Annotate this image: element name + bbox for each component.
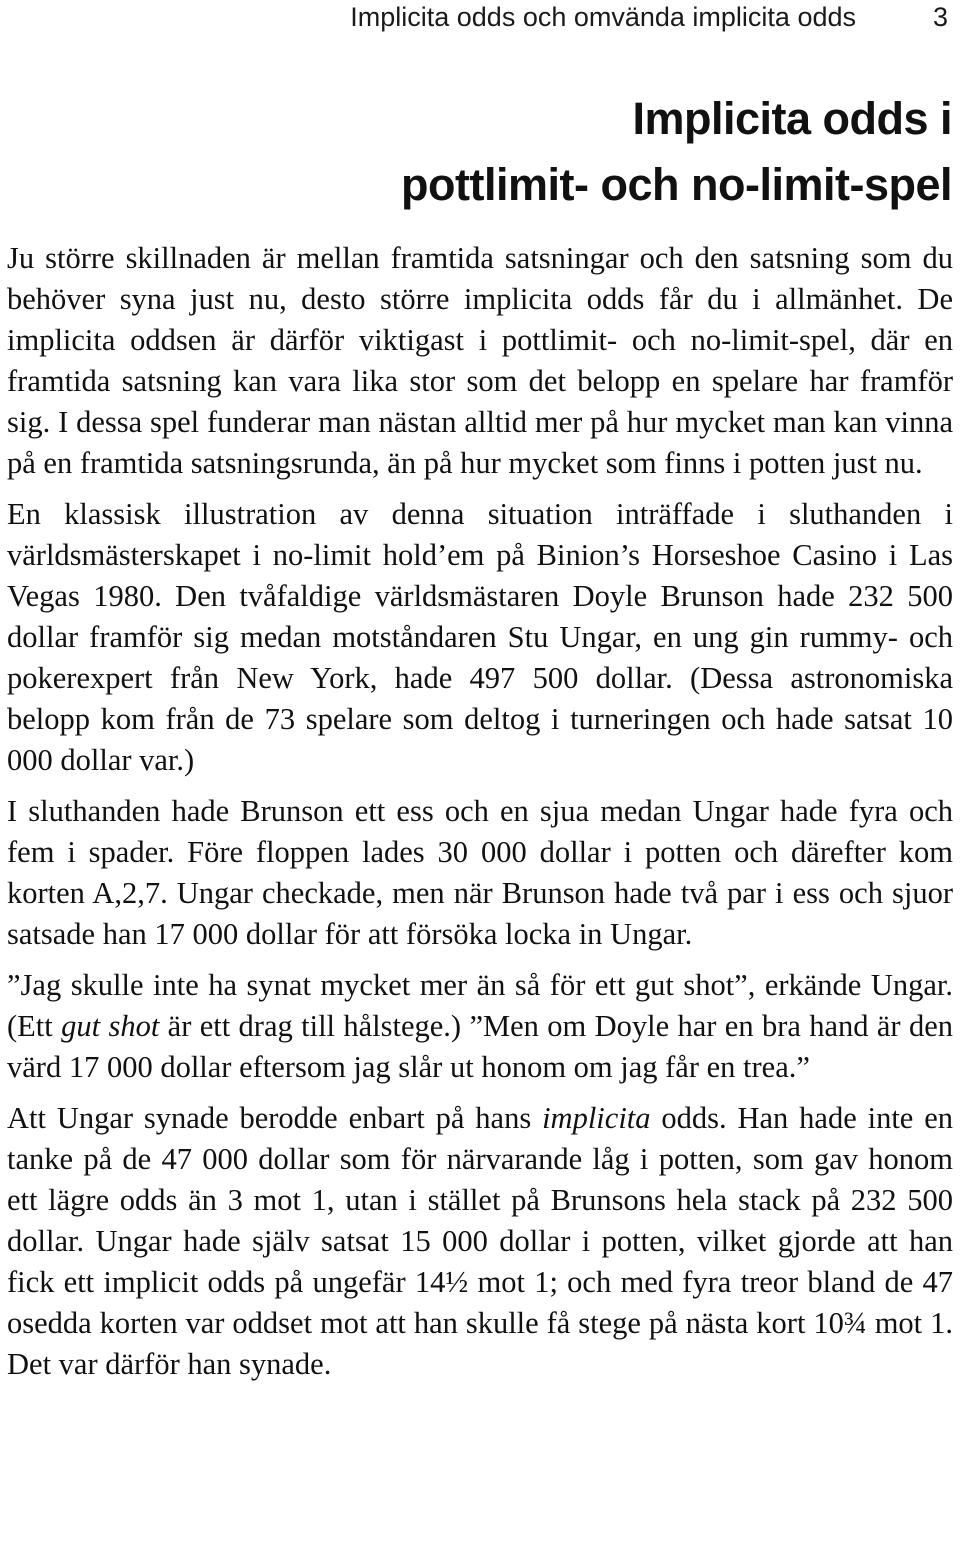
paragraph-5-part-2: odds. Han hade inte en tanke på de 47 000 dollar som för närvarande låg i potten, som gav honom ett lägre odds än 3 mot 1, utan i stället på Brunsons hela stack på 232 500 dollar. Ungar hade själv satsat 15 000 dollar i potten, vilket gjorde att han fick ett implicit odds på ungefär 14½ mot 1; och med fyra treor bland de 47 osedda korten var oddset mot att han skulle få stege på nästa kort 10¾ mot 1. Det var därför han synade. bbox=[7, 1101, 953, 1381]
paragraph-4-emphasis: gut shot bbox=[61, 1009, 160, 1043]
paragraph-5-part-1: Att Ungar synade berodde enbart på hans bbox=[7, 1101, 543, 1135]
page-number: 3 bbox=[932, 2, 948, 32]
paragraph-4-part-1: ”Jag skulle inte ha synat mycket mer än så för ett gut shot”, erkände Ungar. (Ett bbox=[7, 968, 953, 1043]
paragraph-1: Ju större skillnaden är mellan framtida satsningar och den satsning som du behöver syna just nu, desto större implicita odds får du i allmänhet. De implicita oddsen är därför viktigast i pottlimit- och no-limit-spel, där en framtida satsning kan vara lika stor som det belopp en spelare har framför sig. I dessa spel funderar man nästan alltid mer på hur mycket man kan vinna på en framtida satsningsrunda, än på hur mycket som finns i potten just nu. bbox=[7, 241, 953, 480]
paragraph-5 bbox=[7, 1098, 953, 1385]
chapter-title bbox=[52, 86, 952, 218]
running-title: Implicita odds och omvända implicita odds bbox=[350, 2, 856, 32]
running-header bbox=[0, 2, 948, 42]
chapter-title-line-2: pottlimit- och no-limit-spel bbox=[401, 159, 952, 210]
chapter-title-line-1: Implicita odds i bbox=[632, 93, 952, 144]
paragraph-4-part-2: är ett drag till hålstege.) ”Men om Doyle har en bra hand är den värd 17 000 dollar eftersom jag slår ut honom om jag får en trea.” bbox=[7, 1009, 953, 1084]
paragraph-3: I sluthanden hade Brunson ett ess och en sjua medan Ungar hade fyra och fem i spader. Före floppen lades 30 000 dollar i potten och därefter kom korten A,2,7. Ungar checkade, men när Brunson hade två par i ess och sjuor satsade han 17 000 dollar för att försöka locka in Ungar. bbox=[7, 794, 953, 951]
paragraph-4 bbox=[7, 965, 953, 1088]
paragraph-5-emphasis: implicita bbox=[542, 1101, 651, 1135]
paragraph-2: En klassisk illustration av denna situation inträffade i sluthanden i världsmästerskapet i no-limit hold’em på Binion’s Horseshoe Casino i Las Vegas 1980. Den tvåfaldige världsmästaren Doyle Brunson hade 232 500 dollar framför sig medan motståndaren Stu Ungar, en ung gin rummy- och pokerexpert från New York, hade 497 500 dollar. (Dessa astronomiska belopp kom från de 73 spelare som deltog i turneringen och hade satsat 10 000 dollar var.) bbox=[7, 497, 953, 777]
body-text bbox=[7, 238, 953, 1395]
